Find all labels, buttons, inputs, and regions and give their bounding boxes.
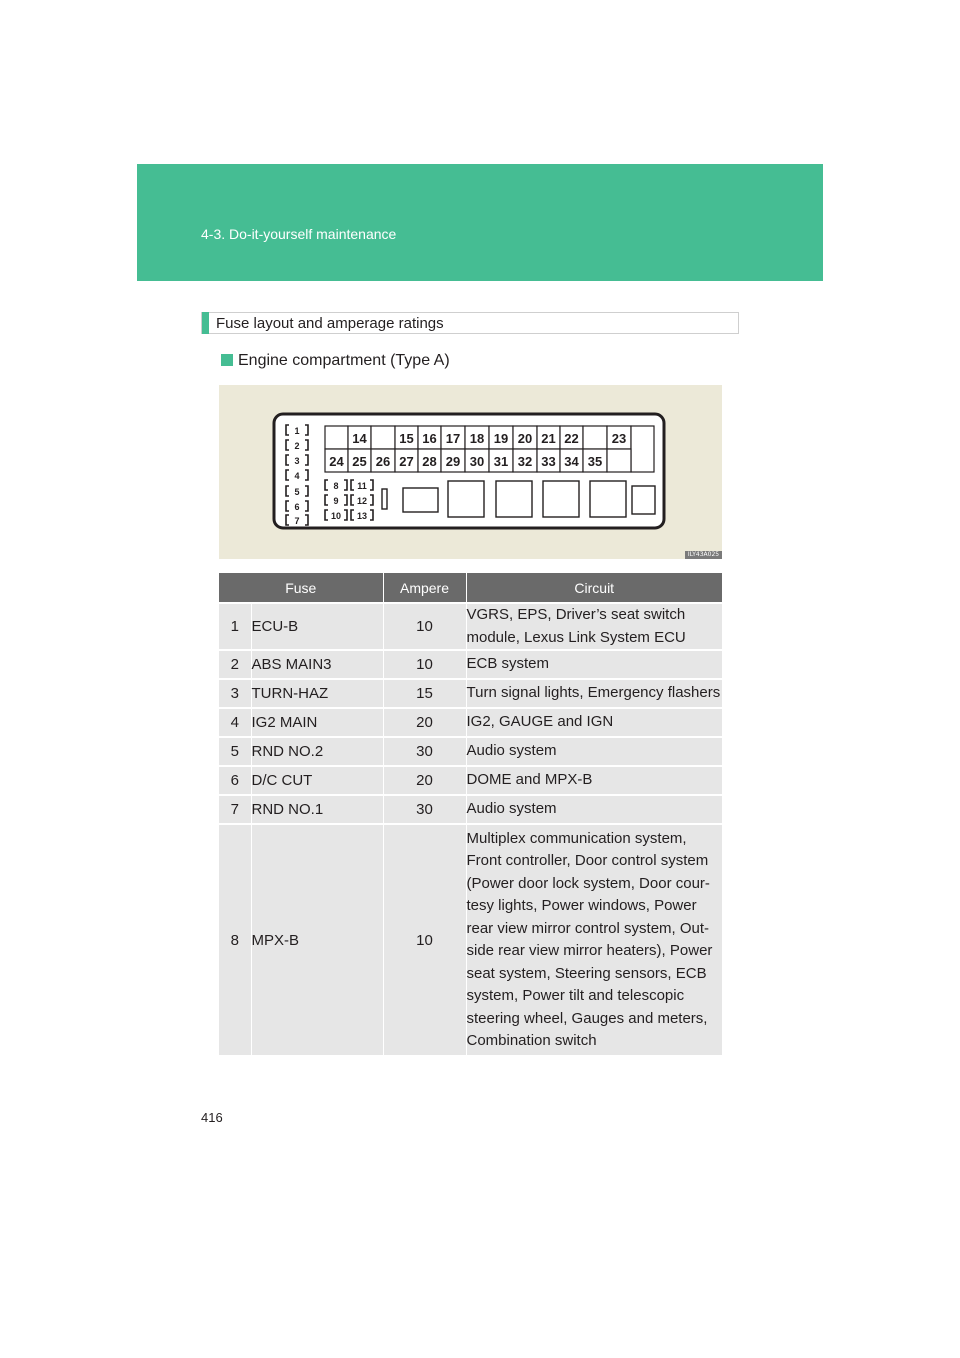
table-row xyxy=(219,603,722,650)
fuse-cell-label: 33 xyxy=(541,454,556,469)
fuse-circuit: Turn signal lights, Emergency flashers xyxy=(466,679,722,708)
fuse-cell xyxy=(371,426,395,449)
square-bullet-icon xyxy=(221,354,233,366)
fuse-ampere: 10 xyxy=(383,650,466,679)
fuse-cell xyxy=(325,426,348,449)
table-header-row xyxy=(219,573,722,603)
fuse-number: 6 xyxy=(219,766,251,795)
fuse-box-svg xyxy=(219,385,722,559)
section-title-box xyxy=(201,312,739,334)
fuse-ampere: 15 xyxy=(383,679,466,708)
relay-slot xyxy=(403,488,438,512)
fuse-slot-label: 4 xyxy=(294,471,300,481)
fuse-number: 7 xyxy=(219,795,251,824)
fuse-name: MPX-B xyxy=(251,824,383,1055)
table-row xyxy=(219,650,722,679)
table-row xyxy=(219,766,722,795)
fuse-cell-label: 35 xyxy=(587,454,603,469)
table-row xyxy=(219,708,722,737)
fuse-ampere: 10 xyxy=(383,824,466,1055)
relay-slot xyxy=(382,489,387,509)
fuse-slot-label: 13 xyxy=(356,511,368,521)
fuse-cell-label: 22 xyxy=(564,431,579,446)
fuse-cell-label: 14 xyxy=(352,431,367,446)
fuse-cell-label: 20 xyxy=(517,431,533,446)
fuse-cell-label: 23 xyxy=(611,431,627,446)
fuse-name: RND NO.1 xyxy=(251,795,383,824)
fuse-slot-label: 6 xyxy=(294,502,300,512)
fuse-circuit: DOME and MPX-B xyxy=(466,766,722,795)
fuse-cell-label: 29 xyxy=(445,454,461,469)
fuse-cell xyxy=(607,449,631,472)
fuse-name: TURN-HAZ xyxy=(251,679,383,708)
fuse-circuit: Audio system xyxy=(466,737,722,766)
fuse-cell xyxy=(583,426,607,449)
fuse-slot-label: 10 xyxy=(330,511,342,521)
fuse-cell-label: 19 xyxy=(493,431,509,446)
fuse-number: 4 xyxy=(219,708,251,737)
fuse-cell-label: 34 xyxy=(564,454,579,469)
fuse-number: 5 xyxy=(219,737,251,766)
fuse-cell-label: 27 xyxy=(399,454,414,469)
header-ampere: Ampere xyxy=(383,573,466,603)
fuse-ampere: 10 xyxy=(383,603,466,650)
header-band xyxy=(137,164,823,281)
table-row xyxy=(219,795,722,824)
fuse-slot-label: 9 xyxy=(333,496,339,506)
relay-slot xyxy=(590,481,626,517)
fuse-cell-label: 21 xyxy=(541,431,556,446)
fuse-number: 8 xyxy=(219,824,251,1055)
figure-code: ILY43A025 xyxy=(685,551,722,559)
fuse-name: RND NO.2 xyxy=(251,737,383,766)
fuse-cell-label: 24 xyxy=(329,454,344,469)
section-title: Fuse layout and amperage ratings xyxy=(216,315,444,332)
fuse-number: 1 xyxy=(219,603,251,650)
fuse-slot-label: 7 xyxy=(294,516,300,526)
subheading-text: Engine compartment (Type A) xyxy=(238,352,450,369)
fuse-number: 3 xyxy=(219,679,251,708)
fuse-circuit: IG2, GAUGE and IGN xyxy=(466,708,722,737)
fuse-circuit: ECB system xyxy=(466,650,722,679)
fuse-name: IG2 MAIN xyxy=(251,708,383,737)
fuse-slot-label: 3 xyxy=(294,456,300,466)
fuse-cell-label: 18 xyxy=(469,431,485,446)
relay-slot xyxy=(632,486,655,514)
fuse-circuit: VGRS, EPS, Driver’s seat switch module, Lexus Link System ECU xyxy=(466,603,722,650)
fuse-cell-label: 25 xyxy=(352,454,367,469)
fuse-name: ABS MAIN3 xyxy=(251,650,383,679)
relay-slot xyxy=(496,481,532,517)
fuse-slot-label: 1 xyxy=(294,426,300,436)
header-circuit: Circuit xyxy=(466,573,722,603)
relay-slot xyxy=(543,481,579,517)
table-row xyxy=(219,824,722,1055)
fuse-ampere: 20 xyxy=(383,708,466,737)
fuse-cell xyxy=(631,426,654,472)
header-fuse: Fuse xyxy=(219,573,383,603)
fuse-cell-label: 16 xyxy=(422,431,437,446)
fuse-table xyxy=(219,573,722,1055)
page-number: 416 xyxy=(201,1110,223,1125)
fuse-cell-label: 31 xyxy=(493,454,509,469)
fuse-box-diagram xyxy=(219,385,722,559)
fuse-slot-label: 2 xyxy=(294,441,300,451)
fuse-slot-label: 12 xyxy=(356,496,368,506)
section-label: 4-3. Do-it-yourself maintenance xyxy=(201,226,397,242)
relay-slot xyxy=(448,481,484,517)
section-title-bar xyxy=(202,312,209,334)
fuse-ampere: 20 xyxy=(383,766,466,795)
table-row xyxy=(219,737,722,766)
fuse-slot-label: 11 xyxy=(357,481,367,491)
subheading xyxy=(221,352,450,370)
fuse-cell-label: 30 xyxy=(469,454,485,469)
fuse-cell-label: 15 xyxy=(399,431,414,446)
fuse-slot-label: 8 xyxy=(333,481,339,491)
fuse-ampere: 30 xyxy=(383,795,466,824)
table-row xyxy=(219,679,722,708)
fuse-name: D/C CUT xyxy=(251,766,383,795)
fuse-cell-label: 28 xyxy=(422,454,437,469)
fuse-slot-label: 5 xyxy=(294,487,300,497)
fuse-circuit: Audio system xyxy=(466,795,722,824)
fuse-cell-label: 26 xyxy=(375,454,391,469)
fuse-name: ECU-B xyxy=(251,603,383,650)
fuse-ampere: 30 xyxy=(383,737,466,766)
fuse-circuit: Multiplex communication system, Front controller, Door control system (Power door lock system, Door cour-tesy lights, Power windows, Power rear view mirror control system, Out-side rear view mirror heaters), Power seat system, Steering sensors, ECB system, Power tilt and telescopic steering wheel, Gauges and meters, Combination switch xyxy=(466,824,722,1055)
fuse-cell-label: 32 xyxy=(517,454,533,469)
fuse-number: 2 xyxy=(219,650,251,679)
fuse-cell-label: 17 xyxy=(445,431,461,446)
